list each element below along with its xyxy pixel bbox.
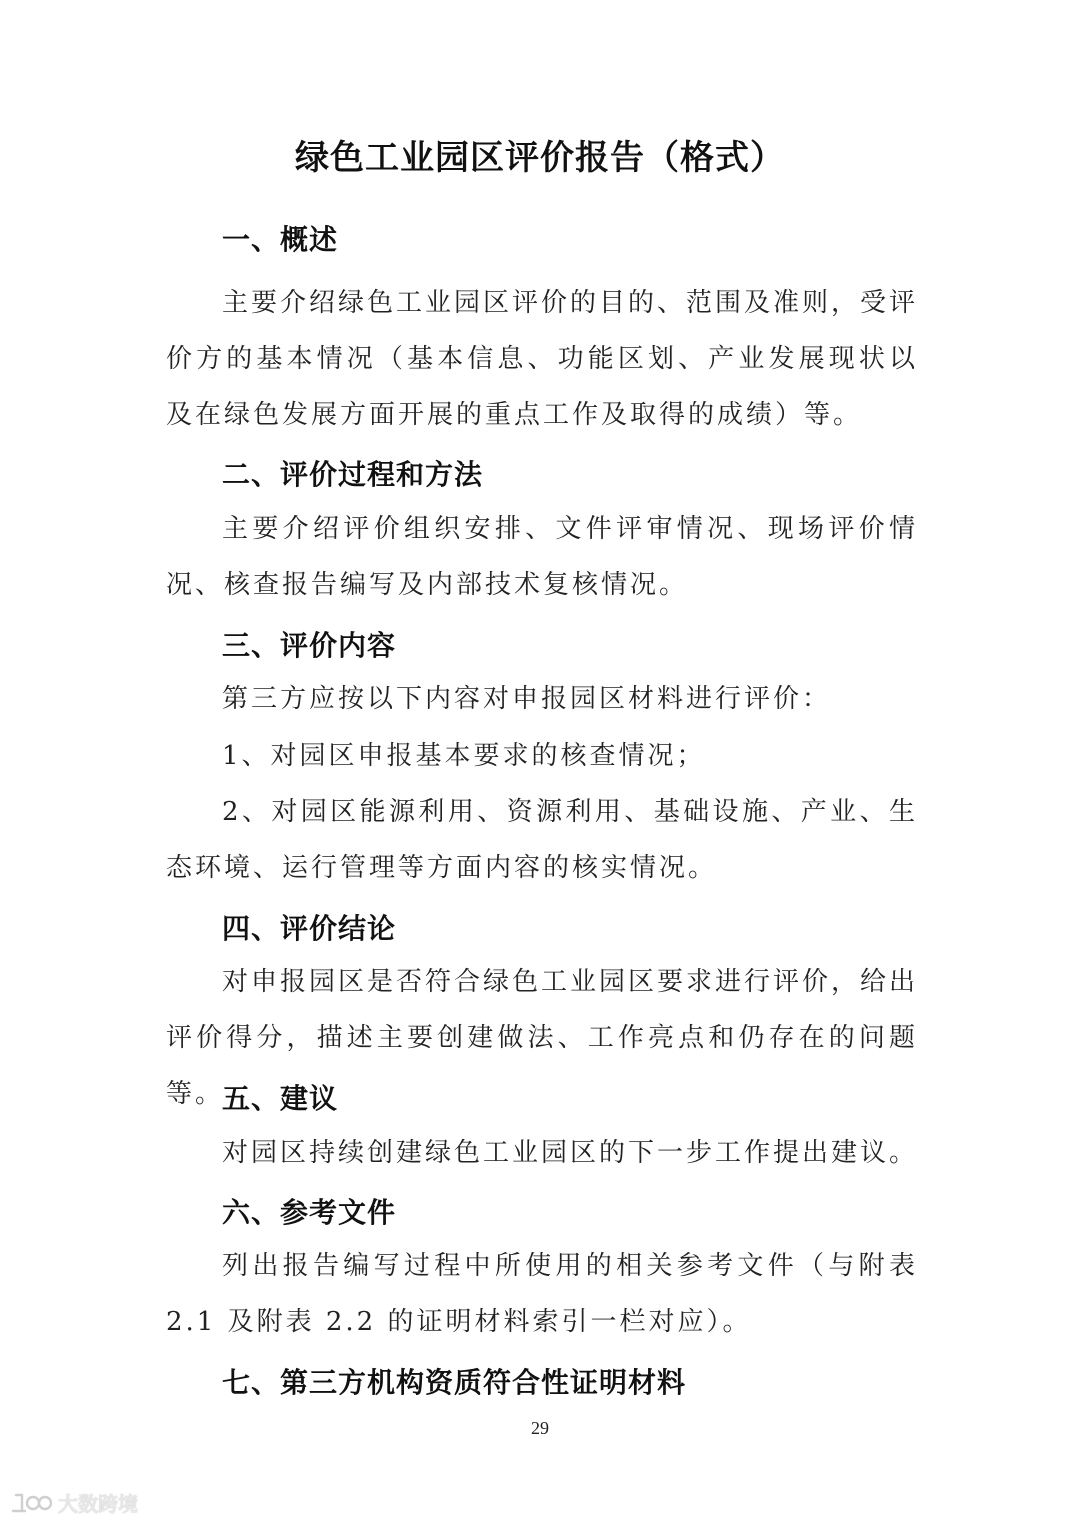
section-heading-6: 六、参考文件 [222,1196,397,1229]
watermark-text: 大数跨境 [58,1492,138,1516]
watermark [10,1488,138,1517]
section-heading-5: 五、建议 [222,1082,339,1115]
section-paragraph-4: 对申报园区是否符合绿色工业园区要求进行评价，给出评价得分，描述主要创建做法、工作亮点和仍存在的问题等。 [166,967,919,1109]
logo-icon [10,1491,54,1515]
section-heading-2: 二、评价过程和方法 [222,458,484,491]
section-heading-4: 四、评价结论 [222,912,397,945]
section-paragraph-5: 对园区持续创建绿色工业园区的下一步工作提出建议。 [222,1138,919,1168]
section-paragraph-1: 主要介绍绿色工业园区评价的目的、范围及准则，受评价方的基本情况（基本信息、功能区划、产业发展现状以及在绿色发展方面开展的重点工作及取得的成绩）等。 [166,288,919,430]
section-list-item-1: 1、对园区申报基本要求的核查情况； [222,741,706,771]
page-title: 绿色工业园区评价报告（格式） [295,138,785,178]
section-heading-1: 一、概述 [222,223,339,256]
section-heading-7: 七、第三方机构资质符合性证明材料 [222,1366,687,1399]
section-paragraph-6: 列出报告编写过程中所使用的相关参考文件（与附表 2.1 及附表 2.2 的证明材料索引一栏对应）。 [166,1251,918,1337]
section-list-item-2: 2、对园区能源利用、资源利用、基础设施、产业、生态环境、运行管理等方面内容的核实情况。 [166,797,918,883]
section-heading-3: 三、评价内容 [222,629,397,662]
section-paragraph-2: 主要介绍评价组织安排、文件评审情况、现场评价情况、核查报告编写及内部技术复核情况。 [166,514,918,600]
section-paragraph-3a: 第三方应按以下内容对申报园区材料进行评价： [222,684,832,714]
page-number: 29 [531,1418,549,1438]
